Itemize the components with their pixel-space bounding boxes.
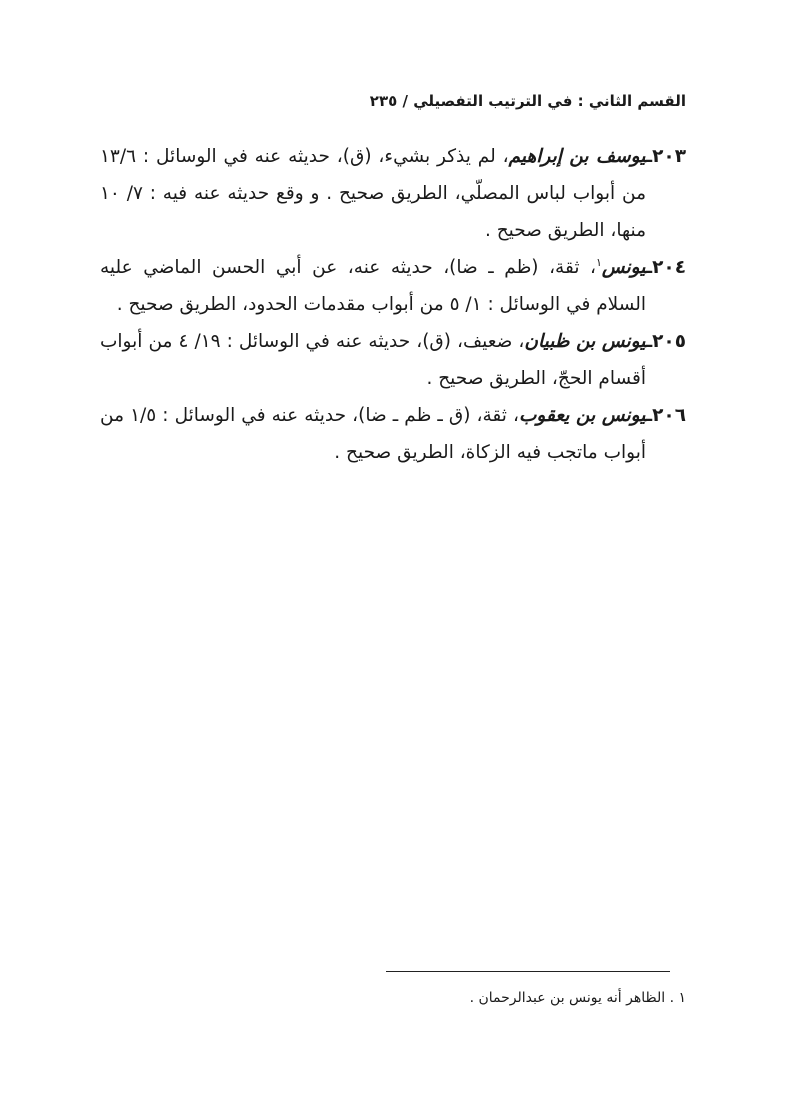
footnote: ١ . الظاهر أنه يونس بن عبدالرحمان . <box>469 990 686 1006</box>
entries-list <box>100 138 686 471</box>
running-header: القسم الثاني : في الترتيب التفصيلي / ٢٣٥ <box>369 92 686 110</box>
entry-203: ٢٠٣ـيوسف بن إبراهيم، لم يذكر بشيء، (ق)، حديثه عنه في الوسائل : ١٣/٦ من أبواب لباس المصلّي، الطريق صحيح . و وقع حديثه عنه فيه : ٧/ ١٠ منها، الطريق صحيح . <box>100 146 686 241</box>
entry-text: ، ضعيف، (ق)، حديثه عنه في الوسائل : ١٩/ ٤ من أبواب أقسام الحجّ، الطريق صحيح . <box>100 331 646 389</box>
entry-number: ٢٠٦ <box>652 405 686 426</box>
footnote-reference: ١ <box>596 255 602 269</box>
footnote-divider <box>386 971 670 972</box>
entry-204: ٢٠٤ـيونس$^١$، ثقة، (ظم ـ ضا)، حديثه عنه، عن أبي الحسن الماضي عليه السلام في الوسائل : ١/ ٥ من أبواب مقدمات الحدود، الطريق صحيح . <box>100 255 686 315</box>
entry-number: ٢٠٤ <box>652 257 686 278</box>
entry-number: ٢٠٣ <box>652 146 686 167</box>
narrator-name: يونس بن ظبيان <box>524 331 646 352</box>
entry-number: ٢٠٥ <box>652 331 687 352</box>
narrator-name: يونس بن يعقوب <box>518 405 646 426</box>
narrator-name: يوسف بن إبراهيم <box>508 146 646 167</box>
entry-text: ، ثقة، (ق ـ ظم ـ ضا)، حديثه عنه في الوسائل : ١/٥ من أبواب ماتجب فيه الزكاة، الطريق صحيح . <box>100 405 646 463</box>
entry-205: ٢٠٥ـيونس بن ظبيان، ضعيف، (ق)، حديثه عنه في الوسائل : ١٩/ ٤ من أبواب أقسام الحجّ، الطريق صحيح . <box>100 331 687 389</box>
entry-text: ، لم يذكر بشيء، (ق)، حديثه عنه في الوسائل : ١٣/٦ من أبواب لباس المصلّي، الطريق صحيح . و وقع حديثه عنه فيه : ٧/ ١٠ منها، الطريق صحيح . <box>100 146 646 241</box>
entry-text: ، ثقة، (ظم ـ ضا)، حديثه عنه، عن أبي الحسن الماضي عليه السلام في الوسائل : ١/ ٥ من أبواب مقدمات الحدود، الطريق صحيح . <box>100 257 646 315</box>
narrator-name: يونس <box>601 257 646 278</box>
entry-206: ٢٠٦ـيونس بن يعقوب، ثقة، (ق ـ ظم ـ ضا)، حديثه عنه في الوسائل : ١/٥ من أبواب ماتجب فيه الزكاة، الطريق صحيح . <box>100 405 686 463</box>
